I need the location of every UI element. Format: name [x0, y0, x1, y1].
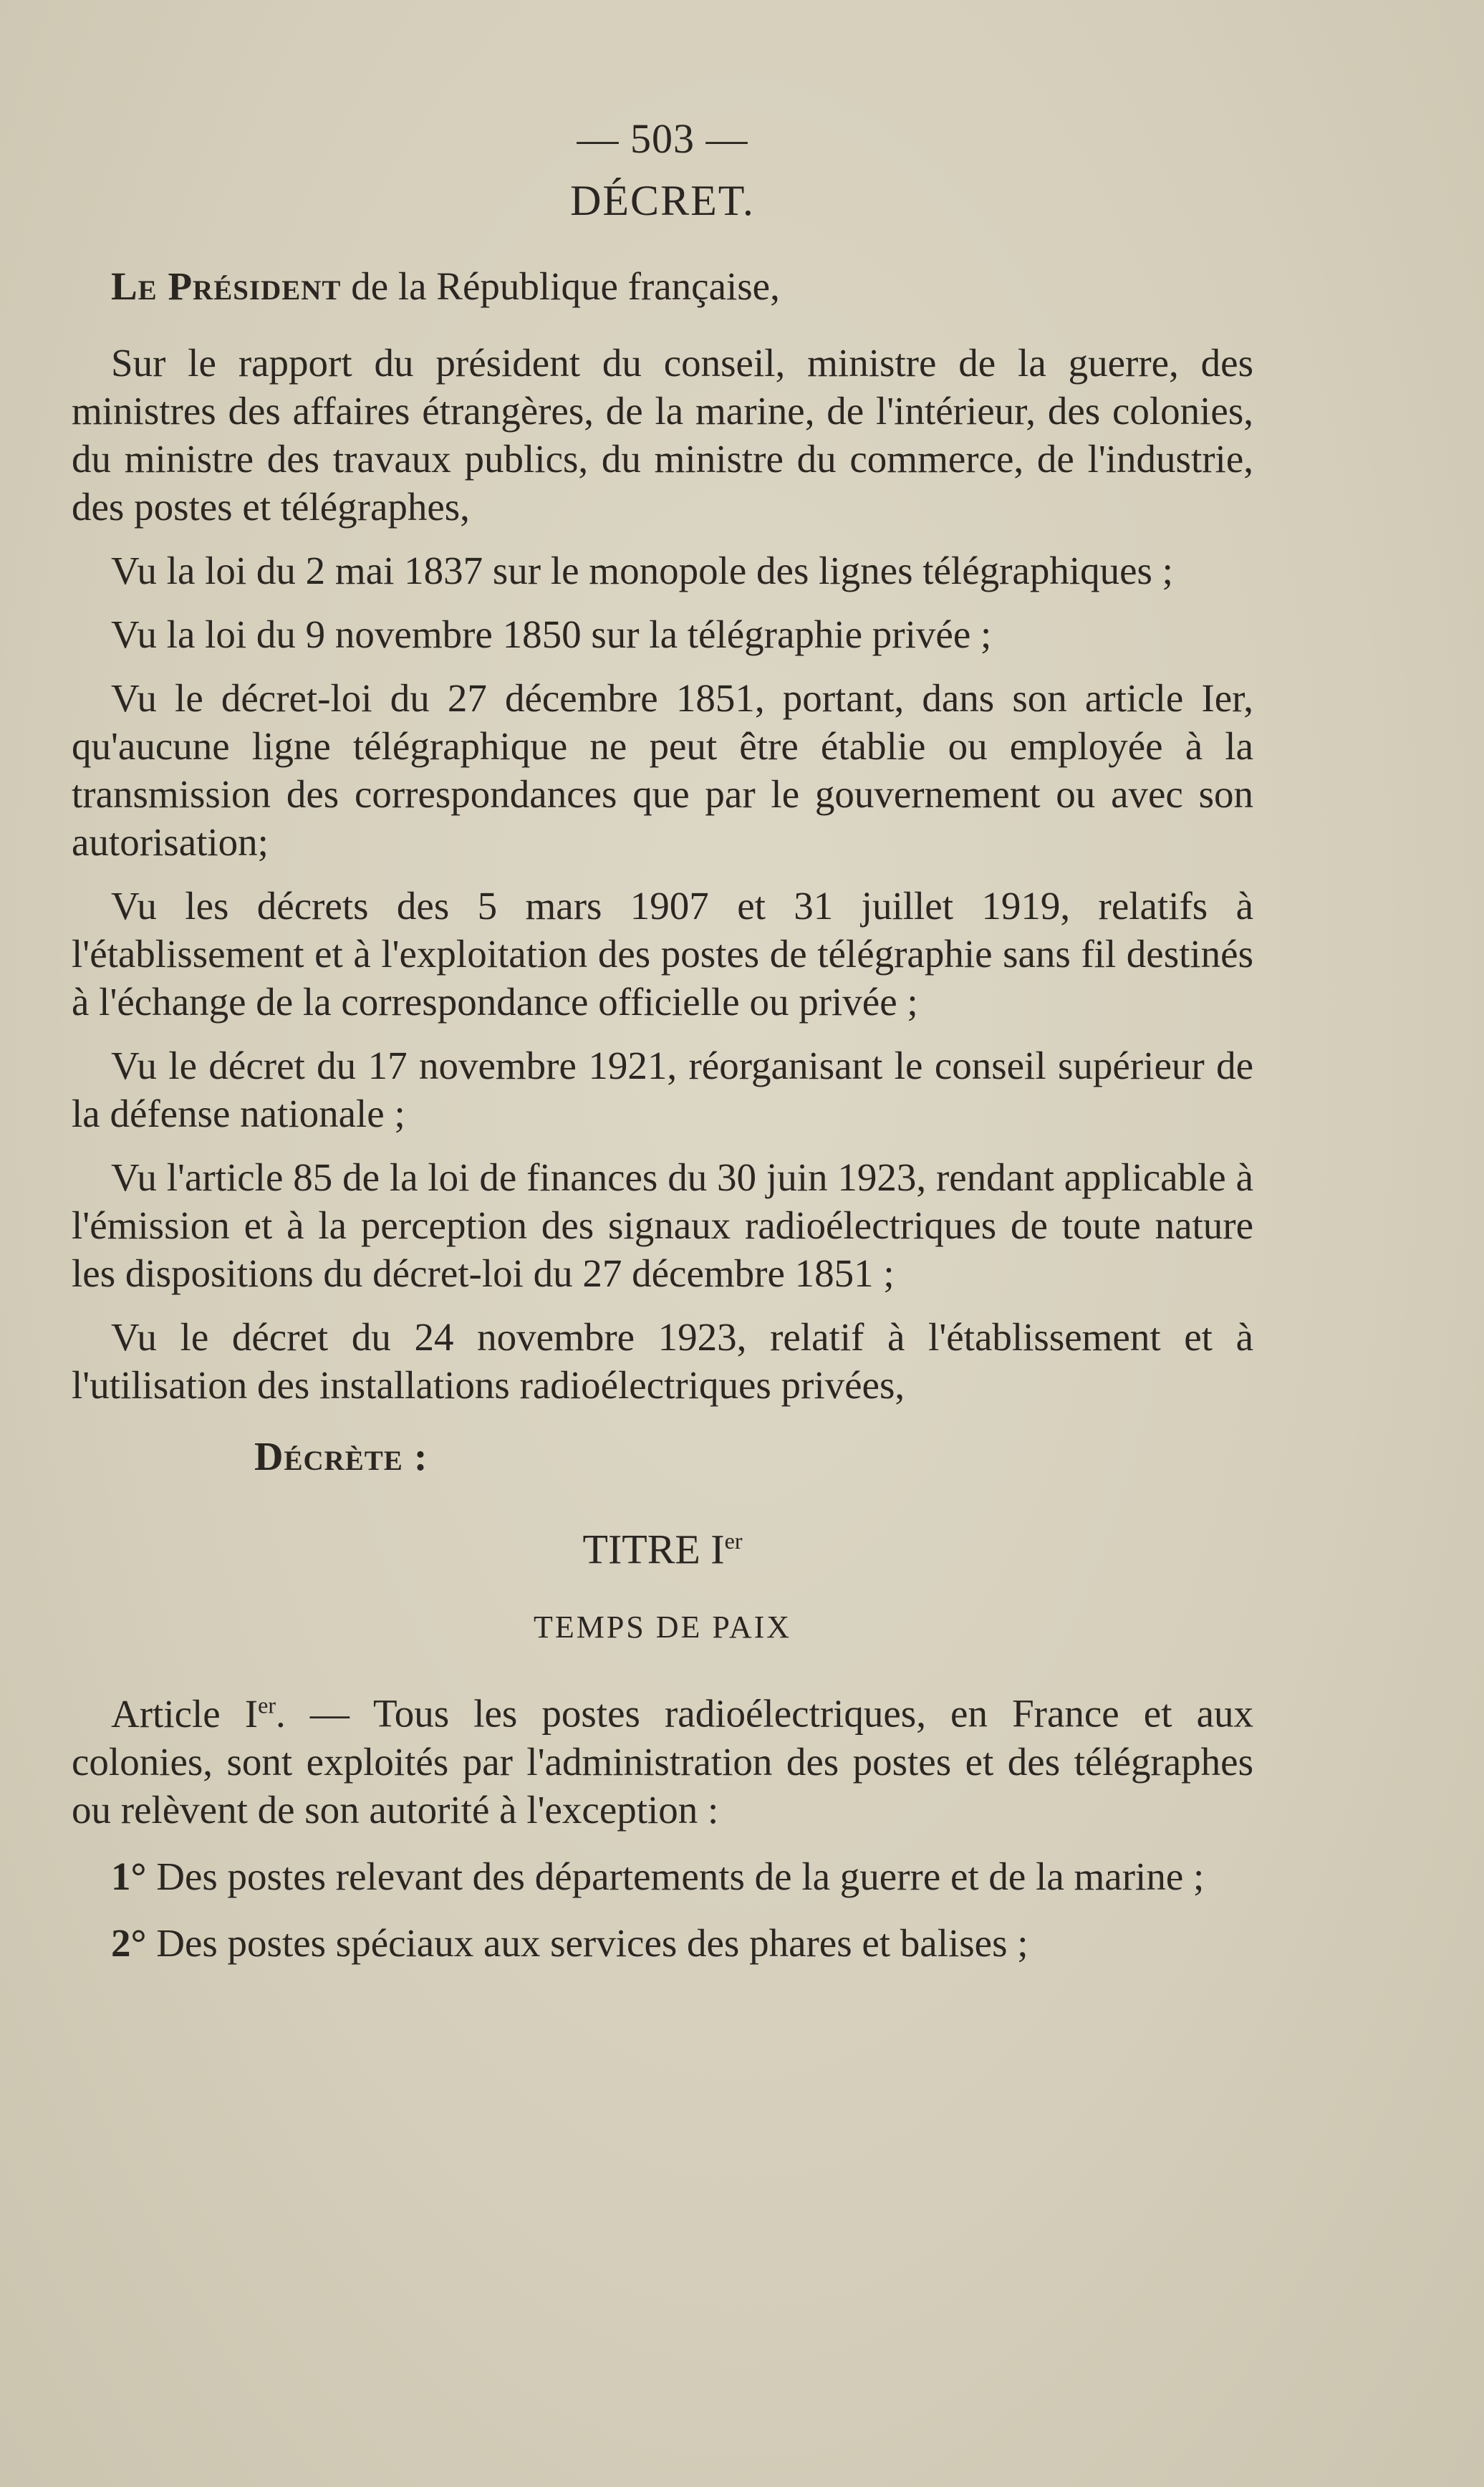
enumeration-1-text: Des postes relevant des départements de la guerre et de la marine ;	[146, 1854, 1205, 1898]
paragraph-loi-1850: Vu la loi du 9 novembre 1850 sur la télégraphie privée ;	[111, 612, 992, 656]
paragraph-decret-1921: Vu le décret du 17 novembre 1921, réorganisant le conseil supérieur de la défense nationale ;	[72, 1044, 1253, 1135]
titre-sup: er	[724, 1528, 743, 1554]
paragraph-article-85: Vu l'article 85 de la loi de finances du 30 juin 1923, rendant applicable à l'émission et à la perception des signaux radioélectriques de toute nature les dispositions du décret-loi du 27 décembre 1851 ;	[72, 1155, 1253, 1295]
titre-text: TITRE I	[582, 1526, 725, 1573]
page-number: — 503 —	[577, 115, 748, 162]
section-heading: TEMPS DE PAIX	[533, 1610, 792, 1645]
enumeration-2	[72, 1919, 1253, 1967]
text-block	[72, 115, 1253, 1967]
article-1	[72, 1681, 1253, 1833]
enumeration-1-number: 1°	[111, 1854, 147, 1898]
enumeration-1	[72, 1852, 1253, 1900]
intro-rest: de la République française,	[341, 264, 780, 308]
intro-line	[72, 262, 1253, 310]
article-text: . — Tous les postes radioélectriques, en France et aux colonies, sont exploités par l'administration des postes et des télégraphes ou relèvent de son autorité à l'exception :	[72, 1691, 1254, 1832]
enumeration-2-number: 2°	[111, 1920, 147, 1965]
intro-caps: Le Président	[111, 264, 342, 308]
titre-heading	[72, 1517, 1253, 1573]
document-title: DÉCRET.	[570, 177, 755, 224]
paragraph-loi-1837: Vu la loi du 2 mai 1837 sur le monopole des lignes télégraphiques ;	[111, 549, 1173, 592]
paragraph-decret-loi-1851: Vu le décret-loi du 27 décembre 1851, portant, dans son article Ier, qu'aucune ligne télégraphique ne peut être établie ou employée à la transmission des correspondances que par le gouvernement ou avec son autorisation;	[72, 676, 1253, 864]
article-label	[111, 1692, 276, 1736]
paragraph-rapport: Sur le rapport du président du conseil, ministre de la guerre, des ministres des affaires étrangères, de la marine, de l'intérieur, des colonies, du ministre des travaux publics, du ministre du commerce, de l'industrie, des postes et télégraphes,	[72, 341, 1253, 529]
article-label-text: Article I	[111, 1691, 259, 1736]
enumeration-2-text: Des postes spéciaux aux services des phares et balises ;	[146, 1920, 1028, 1965]
article-label-sup: er	[258, 1692, 276, 1718]
paragraph-decret-1923: Vu le décret du 24 novembre 1923, relatif à l'établissement et à l'utilisation des installations radioélectriques privées,	[72, 1315, 1253, 1407]
paragraph-decrets-1907-1919: Vu les décrets des 5 mars 1907 et 31 juillet 1919, relatifs à l'établissement et à l'exploitation des postes de télégraphie sans fil destinés à l'échange de la correspondance officielle ou privée ;	[72, 884, 1253, 1024]
decrete-heading: Décrète :	[254, 1435, 428, 1479]
